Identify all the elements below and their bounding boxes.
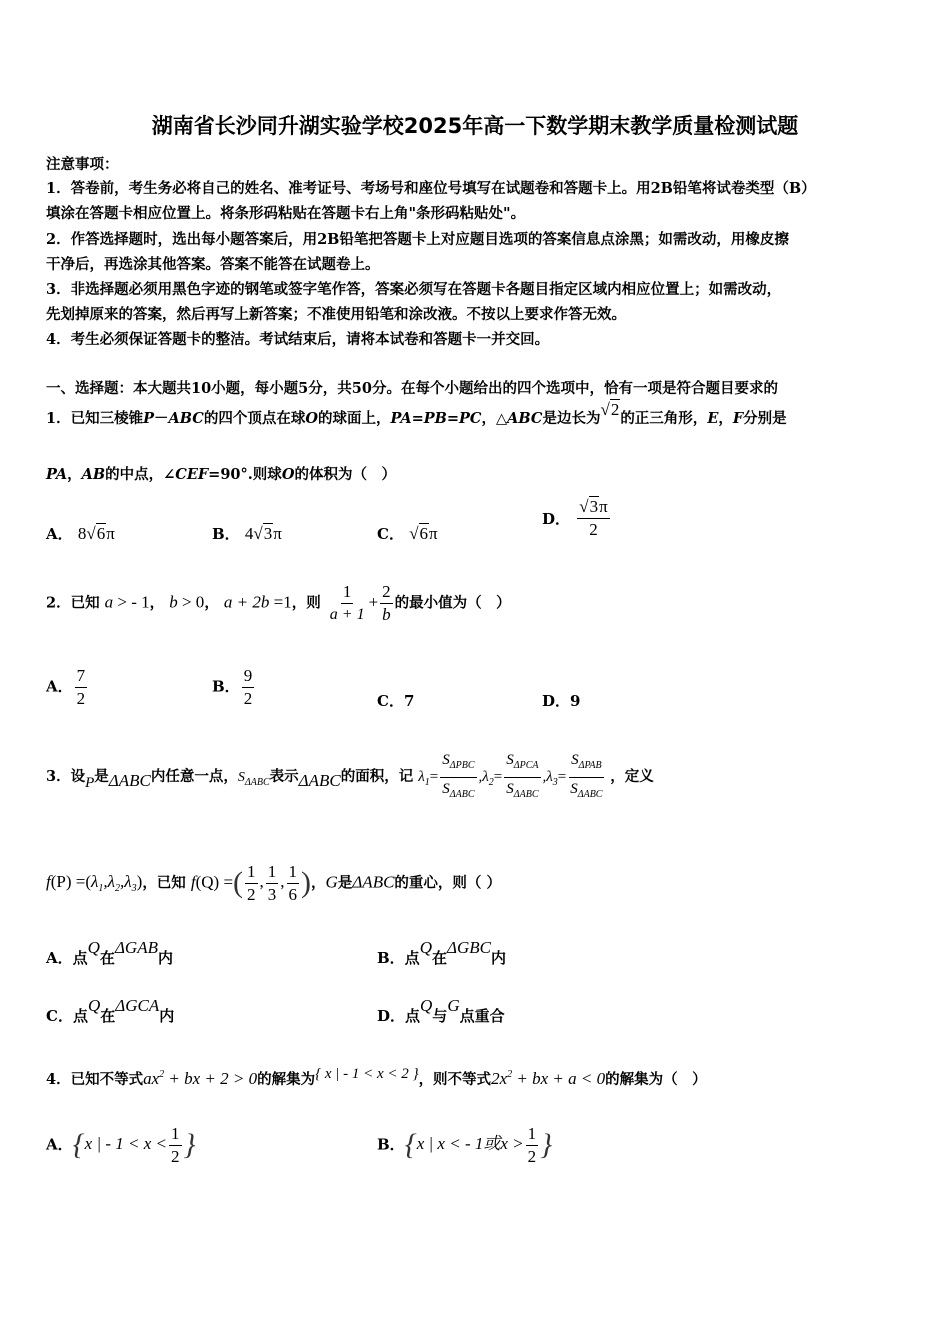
sup: 2	[159, 1069, 165, 1080]
numerator: 1	[526, 1124, 539, 1146]
denominator: 2	[589, 520, 598, 539]
page-title: 湖南省长沙同升湖实验学校2025年高一下数学期末教学质量检测试题	[151, 114, 799, 138]
q3-option-a[interactable]	[46, 938, 173, 968]
question-3-line-2	[46, 862, 501, 905]
expr: - 1 < x <	[105, 1134, 168, 1154]
f: f	[46, 872, 51, 892]
option-text: 内	[490, 949, 506, 967]
q4-text: 4．已知不等式	[46, 1071, 144, 1088]
question-4	[46, 1068, 707, 1089]
fraction	[504, 750, 540, 805]
q2-math	[169, 593, 204, 612]
option-label: B．	[377, 1135, 405, 1154]
lambda: λ	[91, 872, 99, 892]
var: b	[169, 592, 178, 612]
radicand: 6	[96, 524, 106, 543]
notice-item-3-cont: 先划掉原来的答案，然后再写上新答案；不准使用铅笔和涂改液。不按以上要求作答无效。	[46, 306, 626, 323]
option-label: B．	[212, 525, 240, 543]
radicand: 3	[589, 497, 599, 516]
var: G	[447, 996, 460, 1015]
expr: =1	[273, 592, 292, 612]
q1-text: 的正三角形，	[620, 410, 708, 427]
var: Q	[420, 996, 433, 1015]
sub: ΔABC	[244, 776, 270, 788]
q1-var: F	[732, 410, 744, 427]
sub: ΔABC	[513, 789, 539, 800]
option-text: 在	[431, 949, 447, 967]
solution-set: {x | - 1 < x < $\frac{1}{2}$ }	[72, 1124, 196, 1166]
notice-heading: 注意事项：	[46, 156, 119, 173]
q1-var: ABC	[168, 410, 204, 427]
sub: 2	[488, 776, 494, 788]
pi: π	[429, 524, 438, 543]
q1-text: ，	[718, 410, 733, 427]
q3-text: ，定义	[610, 767, 654, 785]
f-of-q	[191, 872, 233, 891]
sup: 2	[507, 1069, 513, 1080]
var: x	[416, 1134, 425, 1154]
q-vector: ( $\frac{1}{2}$ , $\frac{1}{3}$ , $\frac{1}{6}$ )	[233, 862, 312, 904]
q1-var: CEF	[175, 466, 209, 483]
option-text: 在	[100, 1007, 116, 1025]
q2-option-d[interactable]: D．9	[542, 692, 581, 710]
option-text: 内	[159, 1007, 175, 1025]
fraction	[440, 750, 476, 805]
var	[237, 769, 270, 788]
pi: π	[273, 524, 282, 543]
numerator: 1	[287, 862, 300, 884]
notice-item-1: 1．答卷前，考生务必将自己的姓名、准考证号、考场号和座位号填写在试题卷和答题卡上。用2B铅笔将试卷类型（B）	[46, 180, 816, 197]
expr: (P) =(	[50, 872, 92, 892]
fraction	[242, 666, 255, 709]
expr: 2x	[491, 1069, 508, 1088]
q1-text: 是边长为	[542, 410, 601, 427]
expr: > - 1	[117, 592, 150, 612]
inequality-2	[491, 1069, 605, 1088]
notice-item-3: 3．非选择题必须用黑色字迹的钢笔或签字笔作答，答案必须写在答题卡各题目指定区域内相应位置上；如需改动，	[46, 281, 782, 298]
var: ΔABC	[298, 770, 341, 790]
q2-math	[105, 593, 150, 612]
numerator: 1	[266, 862, 279, 884]
s: S	[506, 752, 514, 768]
expr: a + 2b	[223, 592, 270, 612]
q3-option-d[interactable]	[377, 996, 505, 1026]
expr: > 0	[181, 592, 205, 612]
var: G	[325, 872, 338, 892]
lambda: λ	[107, 872, 116, 892]
option-math: √6π	[409, 524, 438, 543]
q1-option-d[interactable]	[542, 497, 612, 540]
option-label: B．	[212, 677, 240, 696]
fraction	[568, 750, 604, 805]
q1-text: =90°.则球	[208, 466, 282, 483]
s: S	[442, 752, 450, 768]
q2-text: ，	[149, 594, 165, 612]
eq: =	[429, 768, 439, 785]
q2-math	[224, 593, 292, 612]
q1-var: ABC	[507, 410, 543, 427]
denominator: 2	[76, 689, 86, 708]
q1-text: 的四个顶点在球	[203, 410, 306, 427]
sub: ΔABC	[449, 789, 475, 800]
q1-text: 分别是	[743, 410, 787, 427]
sub: ΔPBC	[449, 760, 475, 771]
q4-option-a[interactable]	[46, 1124, 196, 1167]
lambda: λ	[124, 872, 132, 892]
sub: ΔPAB	[578, 760, 602, 771]
option-label: A．	[46, 1135, 73, 1154]
solution-set: {x | x < - 1或x > $\frac{1}{2}$ }	[404, 1124, 553, 1166]
q4-option-b[interactable]	[377, 1124, 552, 1167]
denominator: a + 1	[329, 606, 365, 623]
var: x	[324, 1066, 332, 1082]
var: a	[104, 592, 114, 612]
pi: π	[599, 497, 608, 516]
coef: 8	[77, 524, 87, 543]
option-label: A．	[46, 525, 73, 543]
option-math: 8√6π	[77, 524, 115, 543]
sub: ΔPCA	[513, 760, 539, 771]
q1-text: ，	[67, 466, 82, 483]
q2-text: ，	[204, 594, 219, 612]
q2-text: 2．已知	[46, 594, 100, 612]
question-1-line-1	[46, 400, 787, 428]
expr: - 1 < x < 2	[343, 1066, 409, 1082]
var: ΔGCA	[115, 996, 160, 1015]
option-text: 与	[432, 1007, 448, 1025]
q3-text: 是	[337, 874, 353, 892]
eq: =	[557, 768, 567, 785]
var: Q	[419, 938, 432, 957]
q3-text: 的重心，则（ ）	[394, 874, 501, 892]
expr: + bx + 2 > 0	[164, 1069, 258, 1088]
option-label: D．点	[377, 1007, 421, 1025]
q2-text: ，则	[291, 594, 321, 612]
var: ΔABC	[352, 872, 395, 892]
q3-text: 是	[94, 767, 109, 785]
q3-option-b[interactable]	[377, 938, 506, 968]
q3-text: 表示	[269, 767, 299, 785]
s: S	[442, 781, 450, 797]
sqrt-2: √2	[600, 400, 620, 419]
denominator: b	[382, 605, 391, 624]
q1-text: 1．已知三棱锥	[46, 410, 144, 427]
question-1-line-2	[46, 463, 396, 484]
denominator: 2	[171, 1147, 180, 1166]
expr: + bx + a < 0	[512, 1069, 606, 1088]
radicand: 6	[419, 524, 429, 543]
sub: 1	[424, 776, 430, 788]
q3-text: 的面积，记	[340, 767, 414, 785]
notice-item-2-cont: 干净后，再选涂其他答案。答案不能答在试题卷上。	[46, 256, 380, 273]
option-text: 点重合	[459, 1007, 505, 1025]
numerator: 1	[169, 1124, 182, 1146]
s: S	[571, 752, 579, 768]
option-label: A．点	[46, 949, 88, 967]
q2-option-a[interactable]	[46, 666, 89, 709]
s: S	[570, 781, 578, 797]
var: ΔGAB	[114, 938, 158, 957]
sub: 3	[552, 776, 558, 788]
option-text: 内	[157, 949, 173, 967]
q3-option-c[interactable]	[46, 996, 175, 1026]
radicand: 3	[263, 524, 273, 543]
pi: π	[106, 524, 115, 543]
s: S	[237, 769, 245, 785]
var: Q	[87, 996, 101, 1015]
q1-text: 的体积为（ ）	[294, 466, 396, 483]
plus: +	[368, 592, 379, 612]
numerator: 1	[245, 862, 258, 884]
denominator: 2	[243, 689, 253, 708]
q1-var: AB	[81, 466, 106, 483]
sub: ΔABC	[577, 789, 603, 800]
question-2	[46, 582, 511, 625]
denominator: 3	[267, 885, 277, 904]
q1-text: ，△	[481, 410, 508, 427]
fraction	[380, 582, 393, 625]
var: x	[84, 1134, 93, 1154]
fraction	[577, 497, 609, 540]
fraction	[75, 666, 88, 709]
solution-set-1: { x | - 1 < x < 2 }	[315, 1066, 419, 1082]
notice-item-2: 2．作答选择题时，选出每小题答案后，用2B铅笔把答题卡上对应题目选项的答案信息点涂黑；如需改动，用橡皮擦	[46, 231, 789, 248]
numerator: 2	[380, 582, 393, 604]
option-label: B．点	[377, 949, 420, 967]
option-label: C．	[377, 525, 404, 543]
lambda: λ	[546, 768, 553, 785]
q1-option-a[interactable]	[46, 523, 115, 544]
numerator: 9	[242, 666, 255, 688]
q3-text: 3．设	[46, 767, 86, 785]
q1-text: －	[154, 410, 169, 427]
lambda-defs: $\lambda_1=$ $\frac{S_{\Delta PBC}}{S_{\Delta ABC}}$ $,\lambda_2=$ $\frac{S_{\Delta PCA}}{S_{\Delta ABC}}$ $,\lambda_3=$ $\frac{S_{\Delta PAB}}{S_{\Delta ABC}}$	[418, 769, 610, 785]
q4-text: 的解集为（ ）	[605, 1071, 707, 1088]
question-3-line-1	[46, 750, 654, 805]
q4-text: 的解集为	[257, 1071, 316, 1088]
q1-var: P	[143, 410, 154, 427]
expr: x < - 1或x >	[437, 1134, 524, 1154]
coef: 4	[244, 524, 254, 543]
expr: ax	[143, 1069, 160, 1088]
var: Q	[87, 938, 100, 957]
q2-text: 的最小值为（ ）	[394, 594, 511, 612]
notice-item-1-cont: 填涂在答题卡相应位置上。将条形码粘贴在答题卡右上角"条形码粘贴处"。	[46, 205, 526, 222]
f-of-p: $f(P) =(\lambda_1,\lambda_2,\lambda_3)$	[46, 872, 143, 895]
q3-text: ，	[311, 874, 326, 892]
eq: =	[493, 768, 503, 785]
q2-option-b[interactable]	[212, 666, 256, 709]
denominator: 6	[288, 885, 298, 904]
var: ΔGBC	[446, 938, 491, 957]
lambda: λ	[418, 768, 425, 785]
q2-option-c[interactable]: C．7	[377, 692, 415, 710]
q3-text: ，已知	[142, 874, 186, 892]
denominator: 2	[527, 1147, 537, 1166]
notice-item-4: 4．考生必须保证答题卡的整洁。考试结束后，请将本试卷和答题卡一并交回。	[46, 331, 550, 348]
inequality-1	[143, 1069, 257, 1088]
q1-option-c[interactable]	[377, 523, 438, 544]
f: f	[190, 872, 196, 892]
expr: )	[136, 872, 143, 892]
denominator: 2	[247, 885, 256, 904]
option-math: 4√3π	[244, 524, 282, 543]
option-label: A．	[46, 677, 73, 696]
q1-var: E	[707, 410, 719, 427]
q1-var: PA=PB=PC	[390, 410, 482, 427]
q1-option-b[interactable]	[212, 523, 282, 544]
lambda: λ	[482, 768, 489, 785]
q1-var: PA	[46, 466, 68, 483]
expr: (Q) =	[195, 872, 234, 892]
numerator: 1	[341, 582, 354, 604]
q1-var: O	[305, 410, 318, 427]
var: ΔABC	[108, 770, 151, 790]
fraction	[328, 582, 367, 625]
var: P	[85, 774, 95, 791]
option-label: C．点	[46, 1007, 88, 1025]
option-label: D．	[542, 509, 571, 528]
section-heading: 一、选择题：本大题共10小题，每小题5分，共50分。在每个小题给出的四个选项中，恰有一项是符合题目要求的	[46, 380, 778, 397]
numerator: 7	[75, 666, 88, 688]
q1-text: 的球面上，	[317, 410, 391, 427]
numerator: √3π	[577, 497, 609, 519]
option-text: 在	[99, 949, 115, 967]
s: S	[506, 781, 514, 797]
q4-text: ，则不等式	[418, 1071, 492, 1088]
q3-text: 内任意一点，	[150, 767, 238, 785]
q1-var: O	[281, 466, 295, 483]
q1-text: 的中点，∠	[105, 466, 176, 483]
